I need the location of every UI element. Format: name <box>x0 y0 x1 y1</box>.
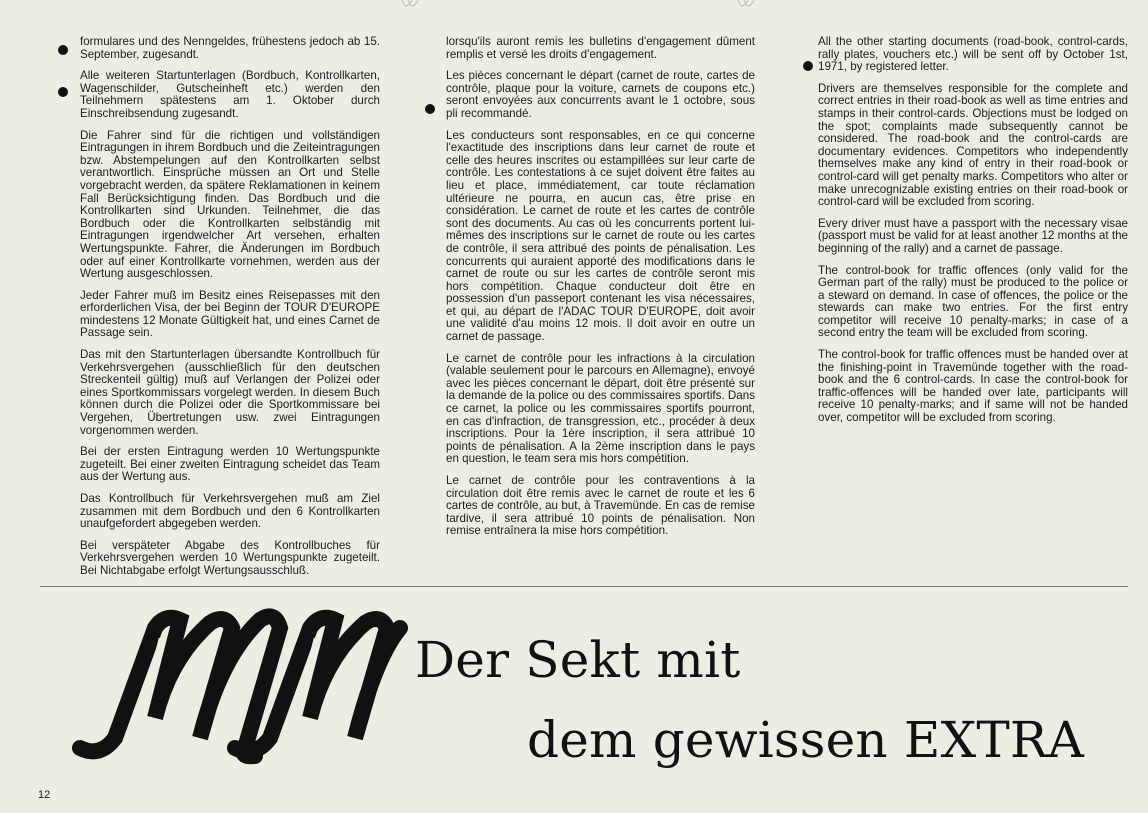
paragraph: Jeder Fahrer muß im Besitz eines Reisepasses mit den erforderlichen Visa, der bei Beginn der TOUR D'EUROPE mindestens 12 Monate Gültigkeit hat, und eines Carnet de Passage sein. <box>80 288 380 340</box>
binding-hole-mark-icon <box>734 0 758 14</box>
paragraph: formulares und des Nenngeldes, frühestens jedoch ab 15. September, zugesandt. <box>80 35 380 61</box>
paragraph: Bei verspäteter Abgabe des Kontrollbuches für Verkehrsvergehen werden 10 Wertungspunkte zugeteilt. Bei Nichtabgabe erfolgt Wertungsausschluß. <box>80 538 380 577</box>
paragraph: All the other starting documents (road-book, control-cards, rally plates, vouchers etc.) will be sent off by October 1st, 1971, by registered letter. <box>818 35 1128 74</box>
paragraph: Das Kontrollbuch für Verkehrsvergehen muß am Ziel zusammen mit dem Bordbuch und den 6 Kontrollkarten unaufgefordert abgegeben werden. <box>80 492 380 531</box>
paragraph: Le carnet de contrôle pour les infractions à la circulation (valable seulement pour le parcours en Allemagne), envoyé avec les pièces concernant le départ, doit être présenté sur la demande de la police ou des commissaires sportifs. Dans ce carnet, la police ou les commissaires sportifs pourront, en cas d'infraction, de transgression, etc., procéder à deux inscriptions. Pour la 1ère inscription, il sera attribué 10 points de pénalisation. A la 2ème inscription dans le pays en question, le team sera mis hors compétition. <box>446 351 755 466</box>
english-text-column <box>818 36 1128 434</box>
section-divider <box>40 586 1128 587</box>
binding-hole-mark-icon <box>398 0 422 14</box>
ad-slogan-line-2: dem gewissen EXTRA <box>527 711 1085 769</box>
paragraph: Le carnet de contrôle pour les contraventions à la circulation doit être remis avec le carnet de route et les 6 cartes de contrôle, au but, à Travemünde. En cas de remise tardive, il sera attribué 10 points de pénalisation. Non remise entraînera la mise hors compétition. <box>446 474 755 538</box>
paragraph: Drivers are themselves responsible for the complete and correct entries in their road-book as well as time entries and stamps in their control-cards. Objections must be lodged on the spot; complaints made subsequently cannot be considered. The road-book and the control-cards are documentary evidences. Competitors who independently themselves make any kind of entry in their road-book or control-card will get penalty marks. Competitors who alter or make unrecognizable existing entries on their road-book or control-card will be excluded from scoring. <box>818 81 1128 209</box>
paragraph: lorsqu'ils auront remis les bulletins d'engagement dûment remplis et versé les droits d'engagement. <box>446 35 755 61</box>
paragraph: Bei der ersten Eintragung werden 10 Wertungspunkte zugeteilt. Bei einer zweiten Eintragung scheidet das Team aus der Wertung aus. <box>80 445 380 484</box>
french-text-column <box>446 36 755 547</box>
paragraph: Les conducteurs sont responsables, en ce qui concerne l'exactitude des inscriptions dans leur carnet de route et celle des heures inscrites ou estampillées sur leur carte de contrôle. Les contestations à ce sujet doivent être faites au lieu et place, immédiatement, car toute réclamation ultérieure ne pourra, en aucun cas, être prise en considération. Le carnet de route et les cartes de contrôle sont des documents. Au cas où les concurrents portent lui-mêmes des inscriptions sur le carnet de route ou les cartes de contrôle, il sera attribué des points de pénalisation. Les concurrents qui auraient apporté des modifications dans le carnet de route ou sur les cartes de contrôle seront mis hors compétition. Chaque conducteur doit être en possession d'un passeport contenant les visa nécessaires, et qui, au départ de l'ADAC TOUR D'EUROPE, doit avoir une validité d'au moins 12 mois. Il doit avoir en outre un carnet de passage. <box>446 128 755 344</box>
paragraph: Alle weiteren Startunterlagen (Bordbuch, Kontrollkarten, Wagenschilder, Gutscheinheft etc.) werden den Teilnehmern spätestens am 1. Oktober durch Einschreibsendung zugesandt. <box>80 69 380 120</box>
bullet-marker-icon <box>58 87 68 97</box>
bullet-marker-icon <box>58 45 68 55</box>
page-number: 12 <box>38 789 51 801</box>
mm-script-logo-icon <box>60 598 410 768</box>
paragraph: Every driver must have a passport with the necessary visae (passport must be valid for at least another 12 months at the beginning of the rally) and a carnet de passage. <box>818 216 1128 255</box>
paragraph: The control-book for traffic offences must be handed over at the finishing-point in Travemünde together with the road-book and the 6 control-cards. In case the control-book for traffic-offences will be handed over late, participants will receive 10 penalty-marks; and if same will not be handed over, competitor will be excluded from scoring. <box>818 348 1128 425</box>
paragraph: Les pièces concernant le départ (carnet de route, cartes de contrôle, plaque pour la voiture, carnets de coupons etc.) seront envoyées aux concurrents avant le 1 octobre, sous pli recommandé. <box>446 69 755 120</box>
paragraph: Das mit den Startunterlagen übersandte Kontrollbuch für Verkehrsvergehen (ausschließlich für den deutschen Streckenteil gültig) muß auf Verlangen der Polizei oder eines Sportkommissars vorgelegt werden. In diesem Buch können durch die Polizei oder die Sportkommissare bei Vergehen, Übertretungen usw. zwei Eintragungen vorgenommen werden. <box>80 348 380 437</box>
paragraph: The control-book for traffic offences (only valid for the German part of the rally) must be produced to the police or a steward on demand. In case of offences, the police or the stewards can make two entries. For the first entry competitor will receive 10 penalty-marks; in case of a second entry the team will be excluded from scoring. <box>818 263 1128 340</box>
bullet-marker-icon <box>803 61 813 71</box>
bullet-marker-icon <box>425 104 435 114</box>
paragraph: Die Fahrer sind für die richtigen und vollständigen Eintragungen in ihrem Bordbuch und die Zeiteintragungen bzw. Abstempelungen auf den Kontrollkarten selbst verantwortlich. Einsprüche müssen an Ort und Stelle vorgebracht werden, da spätere Reklamationen in keinem Fall Berücksichtigung finden. Das Bordbuch und die Kontrollkarten sind Urkunden. Teilnehmer, die das Bordbuch oder die Kontrollkarten selbständig mit Eintragungen irgendwelcher Art versehen, erhalten Wertungspunkte. Fahrer, die Änderungen im Bordbuch oder auf einer Kontrollkarte vornehmen, werden aus der Wertung ausgeschlossen. <box>80 128 380 281</box>
german-text-column <box>80 36 380 587</box>
ad-slogan-line-1: Der Sekt mit <box>415 631 741 689</box>
